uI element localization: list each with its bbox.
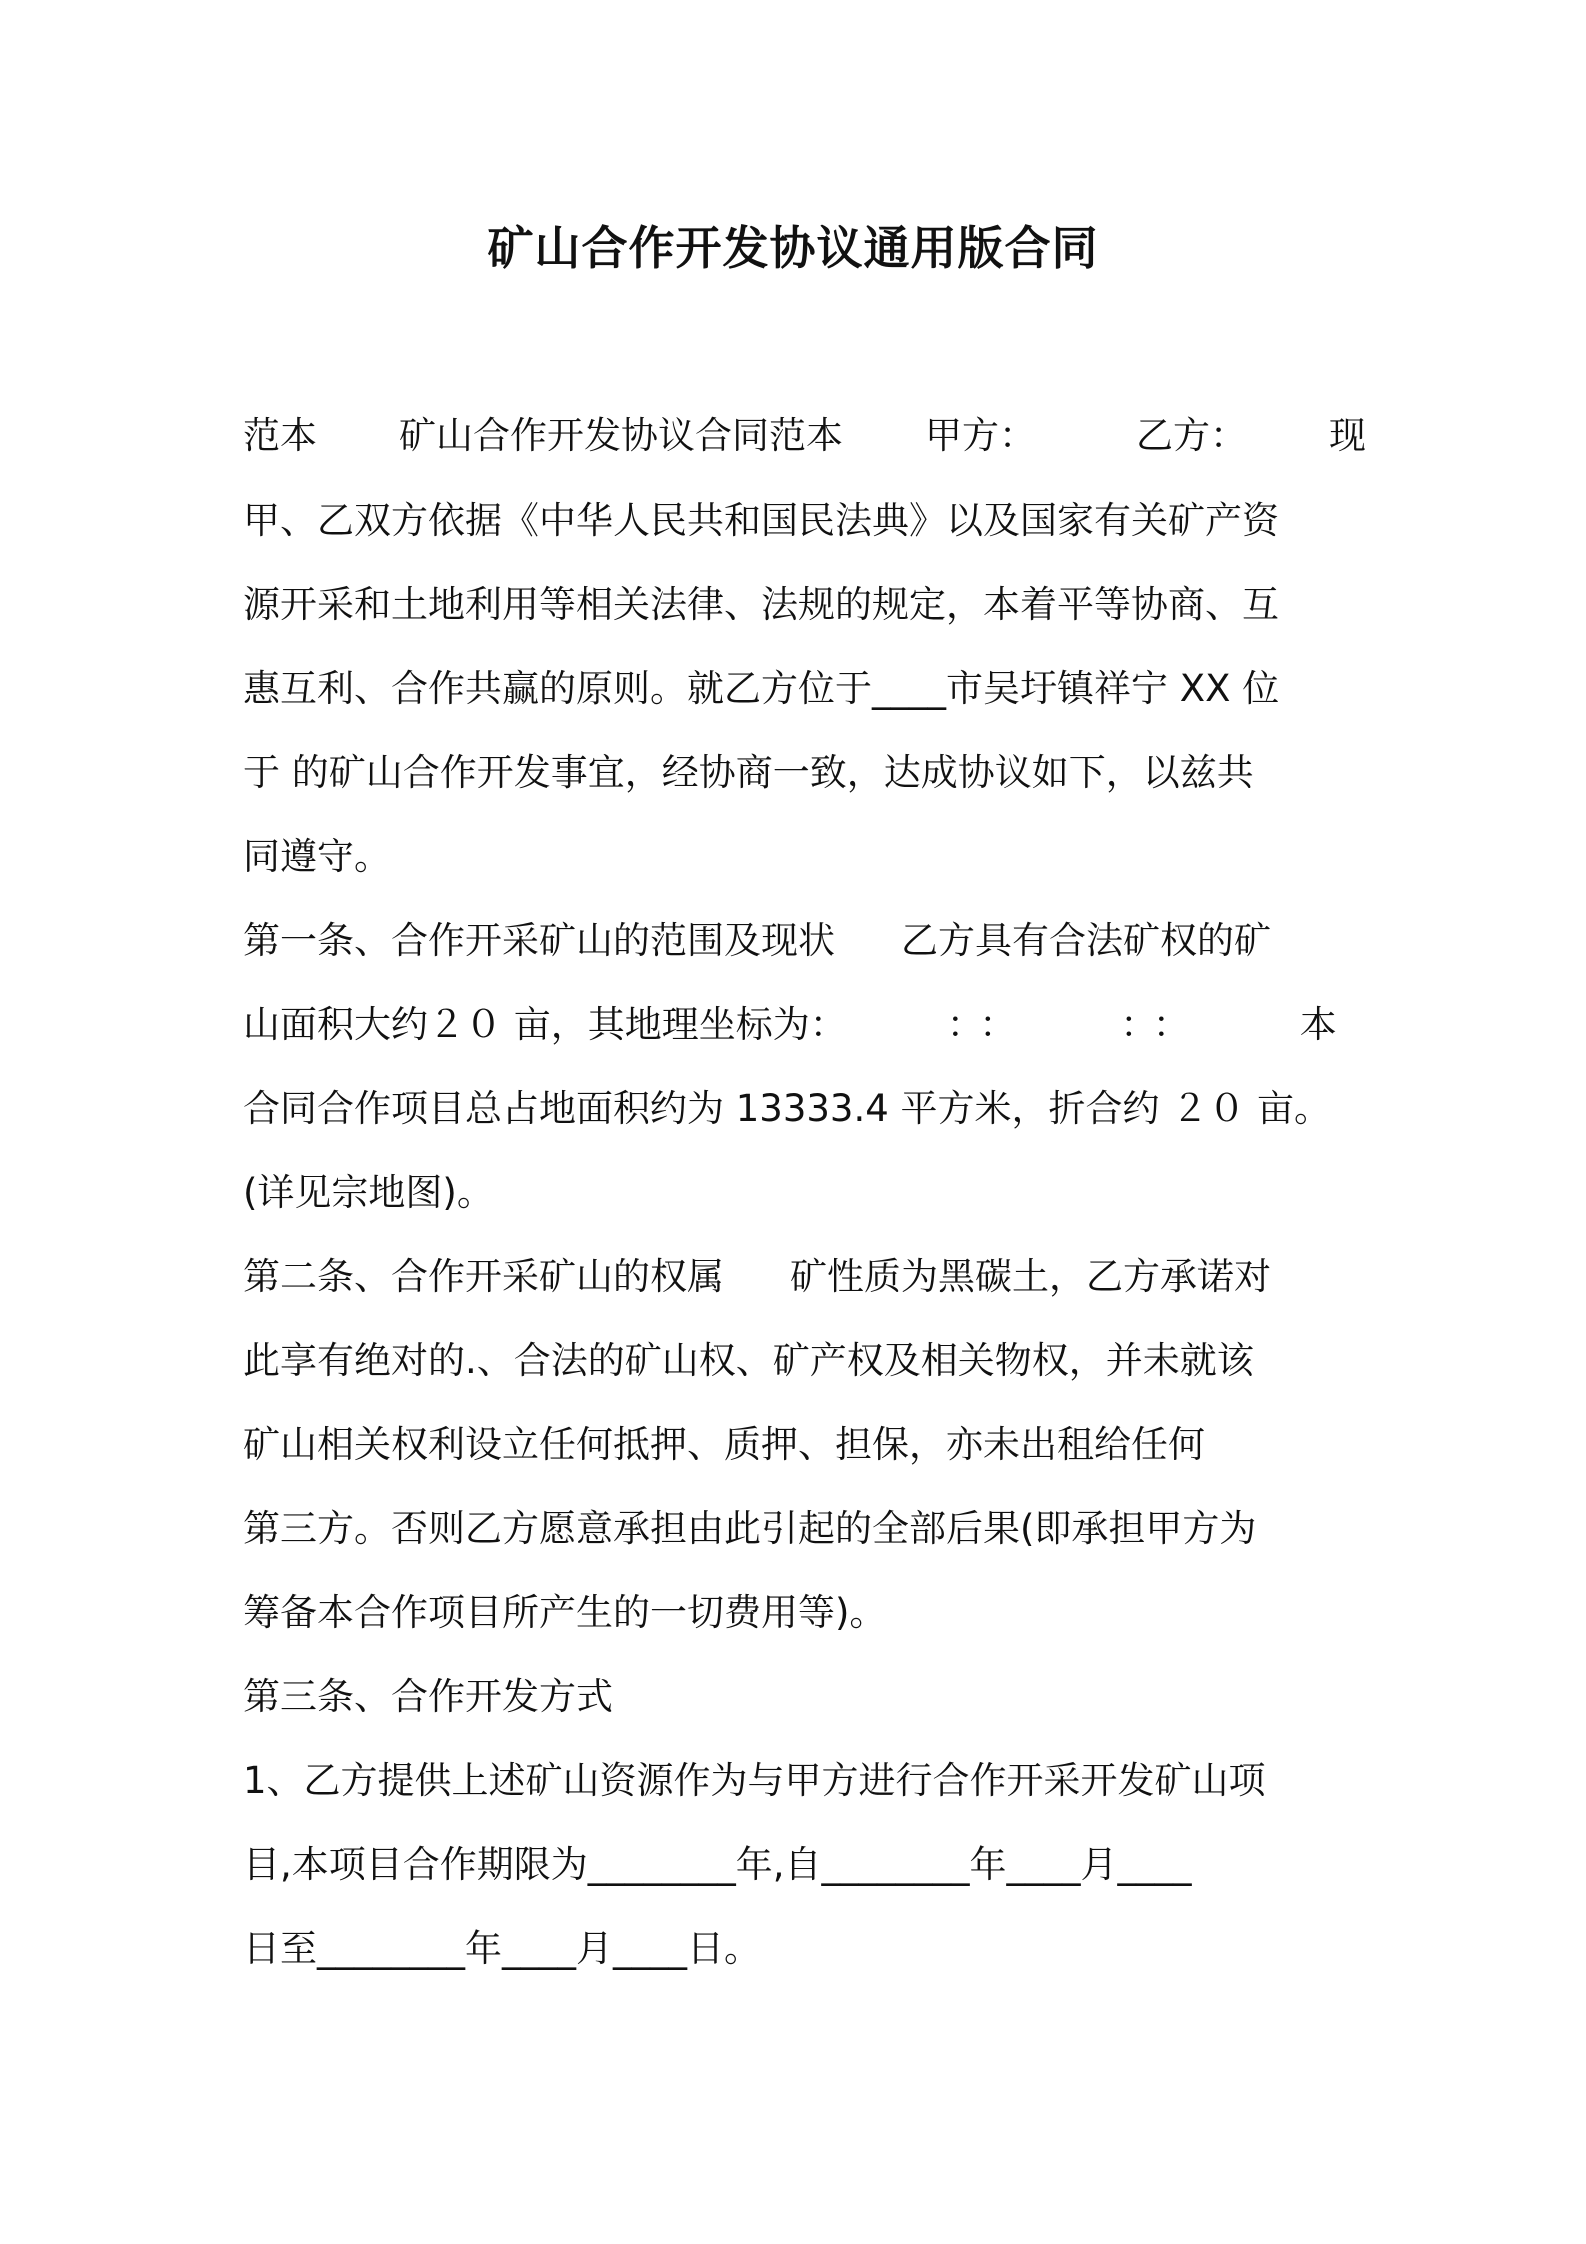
- document-title: 矿山合作开发协议通用版合同: [487, 221, 1099, 275]
- paragraph-line: 第三方。否则乙方愿意承担由此引起的全部后果(即承担甲方为: [243, 1507, 1257, 1550]
- paragraph-line: 目,本项目合作期限为________年,自________年____月____: [243, 1843, 1192, 1886]
- paragraph-line: 甲、乙双方依据《中华人民共和国民法典》以及国家有关矿产资: [243, 499, 1279, 542]
- paragraph-line: 同遵守。: [243, 835, 391, 878]
- header-label-contract-template: 矿山合作开发协议合同范本: [399, 414, 843, 457]
- paragraph-line: 合同合作项目总占地面积约为 13333.4 平方米，折合约 ２０ 亩。: [243, 1087, 1332, 1130]
- paragraph-line: (详见宗地图)。: [243, 1171, 494, 1214]
- header-label-template: 范本: [243, 414, 317, 457]
- paragraph-line: 惠互利、合作共赢的原则。就乙方位于____市吴圩镇祥宁 XX 位: [243, 667, 1280, 710]
- paragraph-line: 日至________年____月____日。: [243, 1927, 761, 1970]
- article-3-heading: 第三条、合作开发方式: [243, 1675, 613, 1718]
- paragraph-line: 矿山相关权利设立任何抵押、质押、担保，亦未出租给任何: [243, 1423, 1205, 1466]
- paragraph-line: 1、乙方提供上述矿山资源作为与甲方进行合作开采开发矿山项: [243, 1759, 1266, 1802]
- article-2-heading: 第二条、合作开采矿山的权属: [243, 1255, 724, 1298]
- article-1-line-2: [243, 1000, 1353, 1050]
- article-2-text: 矿性质为黑碳土，乙方承诺对: [790, 1255, 1271, 1298]
- coordinates-label: 山面积大约２０ 亩，其地理坐标为：: [243, 1003, 847, 1046]
- article-1-heading: 第一条、合作开采矿山的范围及现状: [243, 919, 835, 962]
- article-2-line-1: [243, 1252, 1353, 1302]
- header-row: [243, 411, 1366, 461]
- paragraph-line: 此享有绝对的.、合法的矿山权、矿产权及相关物权，并未就该: [243, 1339, 1254, 1382]
- paragraph-line: 源开采和土地利用等相关法律、法规的规定，本着平等协商、互: [243, 583, 1279, 626]
- coordinates-blank-1: ：：: [946, 1003, 1031, 1046]
- article-1-line-1: [243, 916, 1353, 966]
- paragraph-line: 于 的矿山合作开发事宜，经协商一致，达成协议如下，以兹共: [243, 751, 1254, 794]
- coordinates-blank-2: ：：: [1120, 1003, 1204, 1046]
- header-label-party-b: 乙方：: [1136, 414, 1247, 457]
- header-label-now: 现: [1329, 414, 1366, 457]
- article-1-continuation: 本: [1299, 1003, 1337, 1046]
- paragraph-line: 筹备本合作项目所产生的一切费用等)。: [243, 1591, 887, 1634]
- header-label-party-a: 甲方：: [925, 414, 1036, 457]
- article-1-text: 乙方具有合法矿权的矿: [901, 919, 1271, 962]
